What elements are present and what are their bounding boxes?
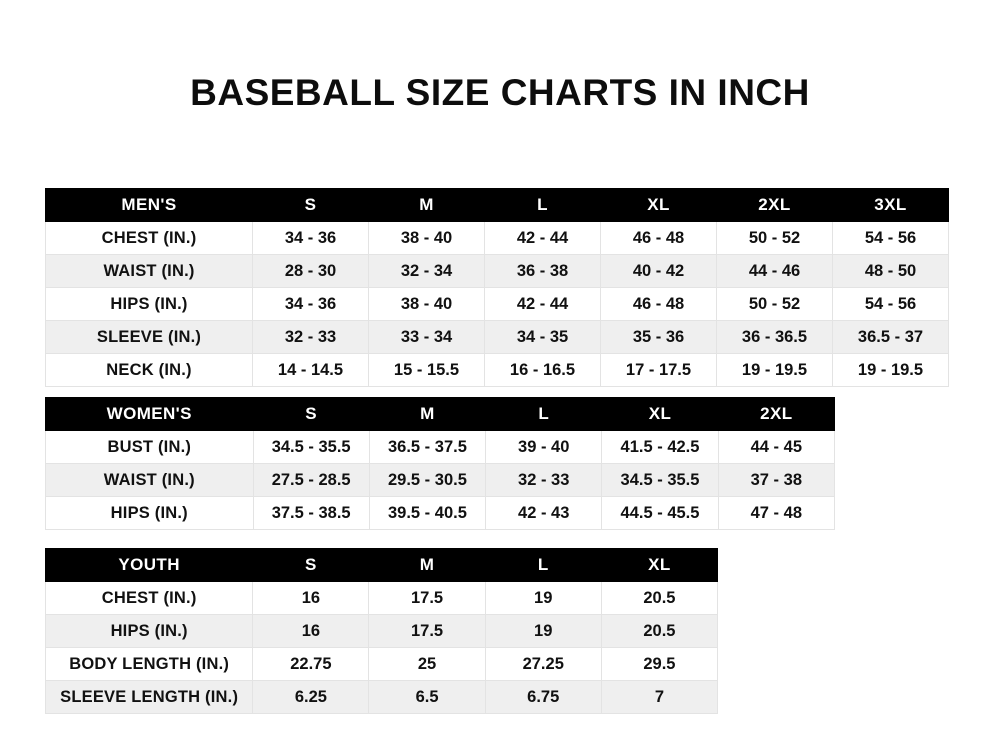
table-cell: 7 bbox=[601, 681, 717, 714]
table-cell: 17.5 bbox=[369, 582, 485, 615]
row-label: CHEST (IN.) bbox=[46, 582, 253, 615]
row-label: HIPS (IN.) bbox=[46, 288, 253, 321]
youth-size-table bbox=[45, 548, 718, 714]
column-header: WOMEN'S bbox=[46, 398, 254, 431]
table-cell: 19 bbox=[485, 582, 601, 615]
table-cell: 39 - 40 bbox=[486, 431, 602, 464]
table-cell: 42 - 44 bbox=[485, 222, 601, 255]
table-cell: 32 - 33 bbox=[486, 464, 602, 497]
table-cell: 34.5 - 35.5 bbox=[602, 464, 718, 497]
row-label: HIPS (IN.) bbox=[46, 497, 254, 530]
table-cell: 44.5 - 45.5 bbox=[602, 497, 718, 530]
table-row bbox=[46, 648, 718, 681]
table-cell: 46 - 48 bbox=[601, 222, 717, 255]
row-label: HIPS (IN.) bbox=[46, 615, 253, 648]
table-cell: 16 - 16.5 bbox=[485, 354, 601, 387]
table-row bbox=[46, 464, 835, 497]
row-label: BODY LENGTH (IN.) bbox=[46, 648, 253, 681]
column-header: YOUTH bbox=[46, 549, 253, 582]
table-cell: 32 - 34 bbox=[369, 255, 485, 288]
table-cell: 29.5 bbox=[601, 648, 717, 681]
column-header: M bbox=[369, 549, 485, 582]
table-cell: 6.75 bbox=[485, 681, 601, 714]
column-header: L bbox=[485, 549, 601, 582]
column-header: S bbox=[253, 398, 369, 431]
table-row bbox=[46, 497, 835, 530]
table-cell: 27.25 bbox=[485, 648, 601, 681]
table-cell: 20.5 bbox=[601, 615, 717, 648]
table-cell: 22.75 bbox=[253, 648, 369, 681]
column-header: M bbox=[369, 189, 485, 222]
row-label: BUST (IN.) bbox=[46, 431, 254, 464]
table-cell: 40 - 42 bbox=[601, 255, 717, 288]
table-cell: 19 bbox=[485, 615, 601, 648]
column-header: 3XL bbox=[833, 189, 949, 222]
table-cell: 33 - 34 bbox=[369, 321, 485, 354]
table-row bbox=[46, 288, 949, 321]
table-row bbox=[46, 354, 949, 387]
table-cell: 36 - 36.5 bbox=[717, 321, 833, 354]
table-cell: 36.5 - 37.5 bbox=[369, 431, 485, 464]
table-cell: 19 - 19.5 bbox=[717, 354, 833, 387]
table-cell: 54 - 56 bbox=[833, 222, 949, 255]
table-cell: 37 - 38 bbox=[718, 464, 834, 497]
table-cell: 44 - 45 bbox=[718, 431, 834, 464]
table-cell: 17.5 bbox=[369, 615, 485, 648]
column-header: M bbox=[369, 398, 485, 431]
column-header: 2XL bbox=[718, 398, 834, 431]
table-row bbox=[46, 582, 718, 615]
column-header: XL bbox=[601, 189, 717, 222]
table-cell: 6.5 bbox=[369, 681, 485, 714]
table-cell: 37.5 - 38.5 bbox=[253, 497, 369, 530]
mens-size-table bbox=[45, 188, 949, 387]
table-cell: 34 - 36 bbox=[253, 288, 369, 321]
table-cell: 27.5 - 28.5 bbox=[253, 464, 369, 497]
column-header: S bbox=[253, 189, 369, 222]
table-row bbox=[46, 222, 949, 255]
table-cell: 36 - 38 bbox=[485, 255, 601, 288]
row-label: SLEEVE (IN.) bbox=[46, 321, 253, 354]
table-row bbox=[46, 255, 949, 288]
column-header: S bbox=[253, 549, 369, 582]
table-row bbox=[46, 431, 835, 464]
row-label: NECK (IN.) bbox=[46, 354, 253, 387]
table-header-row bbox=[46, 549, 718, 582]
table-cell: 35 - 36 bbox=[601, 321, 717, 354]
table-row bbox=[46, 681, 718, 714]
table-cell: 34 - 35 bbox=[485, 321, 601, 354]
table-cell: 16 bbox=[253, 582, 369, 615]
table-cell: 25 bbox=[369, 648, 485, 681]
table-row bbox=[46, 615, 718, 648]
table-cell: 54 - 56 bbox=[833, 288, 949, 321]
table-cell: 41.5 - 42.5 bbox=[602, 431, 718, 464]
row-label: WAIST (IN.) bbox=[46, 464, 254, 497]
table-row bbox=[46, 321, 949, 354]
table-cell: 17 - 17.5 bbox=[601, 354, 717, 387]
table-cell: 38 - 40 bbox=[369, 222, 485, 255]
table-cell: 38 - 40 bbox=[369, 288, 485, 321]
column-header: MEN'S bbox=[46, 189, 253, 222]
table-cell: 46 - 48 bbox=[601, 288, 717, 321]
table-cell: 28 - 30 bbox=[253, 255, 369, 288]
womens-size-table bbox=[45, 397, 835, 530]
table-cell: 34.5 - 35.5 bbox=[253, 431, 369, 464]
table-header-row bbox=[46, 189, 949, 222]
table-cell: 44 - 46 bbox=[717, 255, 833, 288]
table-cell: 6.25 bbox=[253, 681, 369, 714]
table-cell: 50 - 52 bbox=[717, 222, 833, 255]
table-cell: 15 - 15.5 bbox=[369, 354, 485, 387]
table-cell: 16 bbox=[253, 615, 369, 648]
column-header: L bbox=[485, 189, 601, 222]
column-header: L bbox=[486, 398, 602, 431]
table-cell: 42 - 44 bbox=[485, 288, 601, 321]
table-cell: 20.5 bbox=[601, 582, 717, 615]
row-label: WAIST (IN.) bbox=[46, 255, 253, 288]
column-header: 2XL bbox=[717, 189, 833, 222]
table-cell: 29.5 - 30.5 bbox=[369, 464, 485, 497]
column-header: XL bbox=[601, 549, 717, 582]
table-cell: 42 - 43 bbox=[486, 497, 602, 530]
page-title: BASEBALL SIZE CHARTS IN INCH bbox=[190, 72, 810, 113]
table-cell: 39.5 - 40.5 bbox=[369, 497, 485, 530]
table-header-row bbox=[46, 398, 835, 431]
table-cell: 34 - 36 bbox=[253, 222, 369, 255]
row-label: CHEST (IN.) bbox=[46, 222, 253, 255]
table-cell: 47 - 48 bbox=[718, 497, 834, 530]
table-cell: 14 - 14.5 bbox=[253, 354, 369, 387]
table-cell: 19 - 19.5 bbox=[833, 354, 949, 387]
column-header: XL bbox=[602, 398, 718, 431]
row-label: SLEEVE LENGTH (IN.) bbox=[46, 681, 253, 714]
table-cell: 48 - 50 bbox=[833, 255, 949, 288]
table-cell: 32 - 33 bbox=[253, 321, 369, 354]
table-cell: 50 - 52 bbox=[717, 288, 833, 321]
table-cell: 36.5 - 37 bbox=[833, 321, 949, 354]
